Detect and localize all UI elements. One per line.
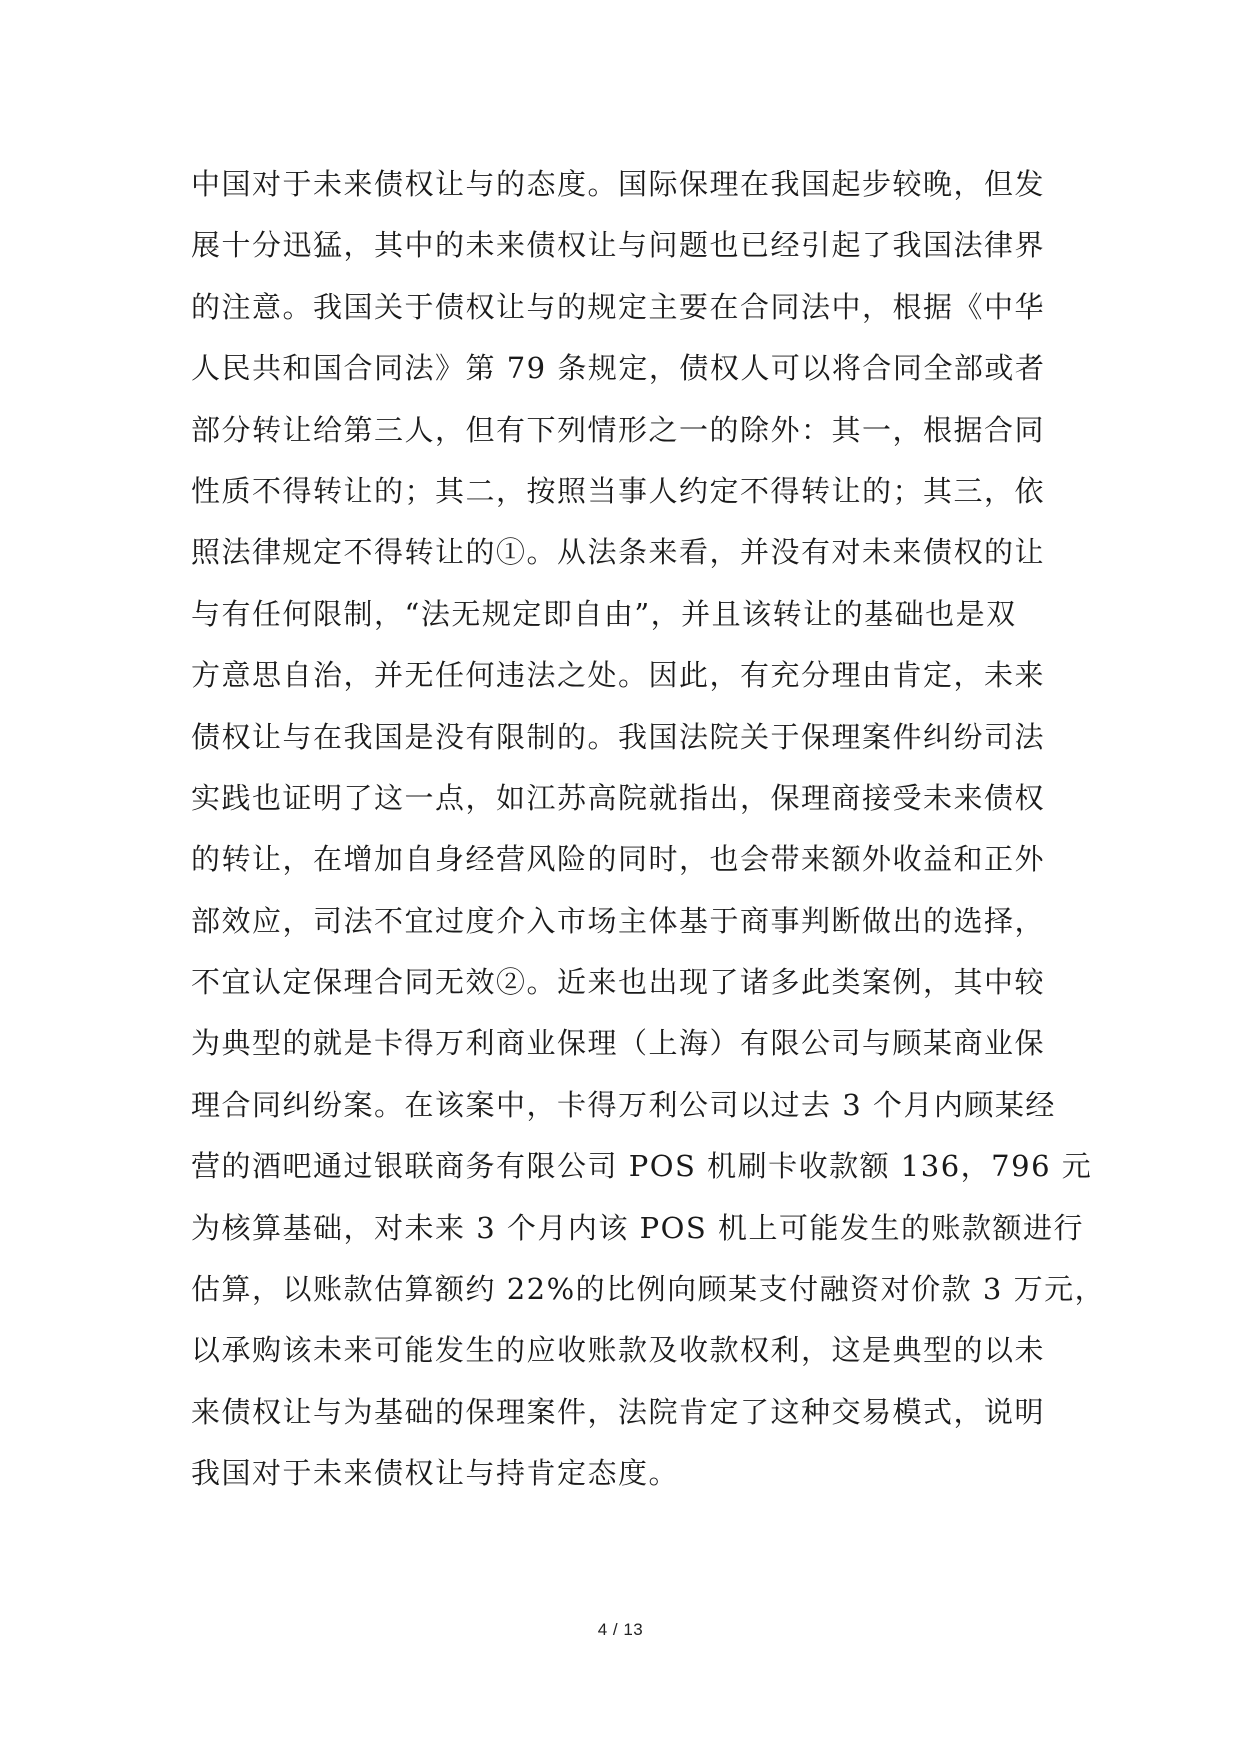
- text-line: 不宜认定保理合同无效②。近来也出现了诸多此类案例，其中较: [191, 965, 1046, 1000]
- text-line: 来债权让与为基础的保理案件，法院肯定了这种交易模式，说明: [191, 1394, 1046, 1429]
- text-line: 实践也证明了这一点，如江苏高院就指出，保理商接受未来债权: [191, 780, 1046, 815]
- text-line: 的注意。我国关于债权让与的规定主要在合同法中，根据《中华: [191, 289, 1046, 324]
- text-line: 为核算基础，对未来 3 个月内该 POS 机上可能发生的账款额进行: [191, 1210, 1084, 1245]
- text-line: 为典型的就是卡得万利商业保理（上海）有限公司与顾某商业保: [191, 1026, 1046, 1061]
- text-line: 以承购该未来可能发生的应收账款及收款权利，这是典型的以未: [191, 1333, 1046, 1368]
- text-line: 我国对于未来债权让与持肯定态度。: [191, 1456, 680, 1491]
- text-line: 理合同纠纷案。在该案中，卡得万利公司以过去 3 个月内顾某经: [191, 1087, 1056, 1122]
- text-line: 与有任何限制，“法无规定即自由”，并且该转让的基础也是双: [191, 596, 1017, 631]
- text-line: 部效应，司法不宜过度介入市场主体基于商事判断做出的选择，: [191, 903, 1046, 938]
- page-number: 4 / 13: [597, 1620, 644, 1639]
- text-line: 债权让与在我国是没有限制的。我国法院关于保理案件纠纷司法: [191, 719, 1046, 754]
- text-line: 方意思自治，并无任何违法之处。因此，有充分理由肯定，未来: [191, 658, 1046, 693]
- text-line: 照法律规定不得转让的①。从法条来看，并没有对未来债权的让: [191, 535, 1046, 570]
- text-line: 营的酒吧通过银联商务有限公司 POS 机刷卡收款额 136，796 元: [191, 1149, 1093, 1184]
- body-text: [191, 154, 1106, 1505]
- text-line: 中国对于未来债权让与的态度。国际保理在我国起步较晚，但发: [191, 167, 1046, 201]
- text-line: 部分转让给第三人，但有下列情形之一的除外：其一，根据合同: [191, 412, 1046, 447]
- text-line: 展十分迅猛，其中的未来债权让与问题也已经引起了我国法律界: [191, 228, 1046, 263]
- text-line: 人民共和国合同法》第 79 条规定，债权人可以将合同全部或者: [191, 351, 1046, 386]
- text-line: 的转让，在增加自身经营风险的同时，也会带来额外收益和正外: [191, 842, 1046, 877]
- text-line: 性质不得转让的；其二，按照当事人约定不得转让的；其三，依: [191, 473, 1046, 508]
- text-line: 估算，以账款估算额约 22%的比例向顾某支付融资对价款 3 万元，: [191, 1272, 1106, 1307]
